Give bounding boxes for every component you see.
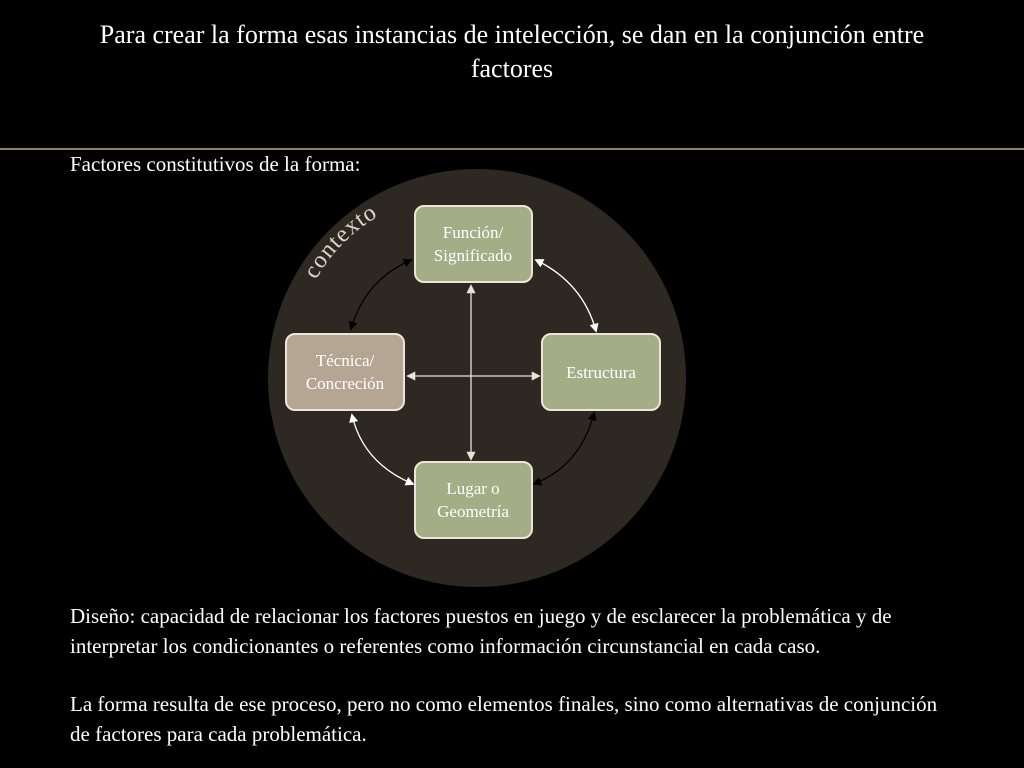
node-tecnica: [286, 334, 404, 410]
svg-text:Significado: Significado: [433, 246, 513, 265]
svg-text:Geometría: Geometría: [437, 502, 509, 521]
svg-text:Estructura: Estructura: [566, 363, 636, 382]
svg-text:Técnica/: Técnica/: [315, 351, 375, 370]
node-funcion: [415, 206, 532, 282]
svg-text:Concreción: Concreción: [305, 374, 385, 393]
body-paragraph-design: Diseño: capacidad de relacionar los factores puestos en juego y de esclarecer la problemática y de interpretar los condicionantes o referentes como información circunstancial en cada caso.: [70, 604, 892, 658]
context-label: contexto: [298, 199, 382, 284]
slide-subtitle: Factores constitutivos de la forma:: [70, 152, 361, 176]
body-paragraph-form: La forma resulta de ese proceso, pero no como elementos finales, sino como alternativas de conjunción de factores para cada problemática.: [70, 692, 938, 746]
slide-title: Para crear la forma esas instancias de intelección, se dan en la conjunción entre factores: [99, 20, 925, 83]
svg-text:Lugar o: Lugar o: [446, 479, 500, 498]
node-estructura: [542, 334, 660, 410]
svg-text:Función/: Función/: [442, 223, 504, 242]
node-lugar: [415, 462, 532, 538]
